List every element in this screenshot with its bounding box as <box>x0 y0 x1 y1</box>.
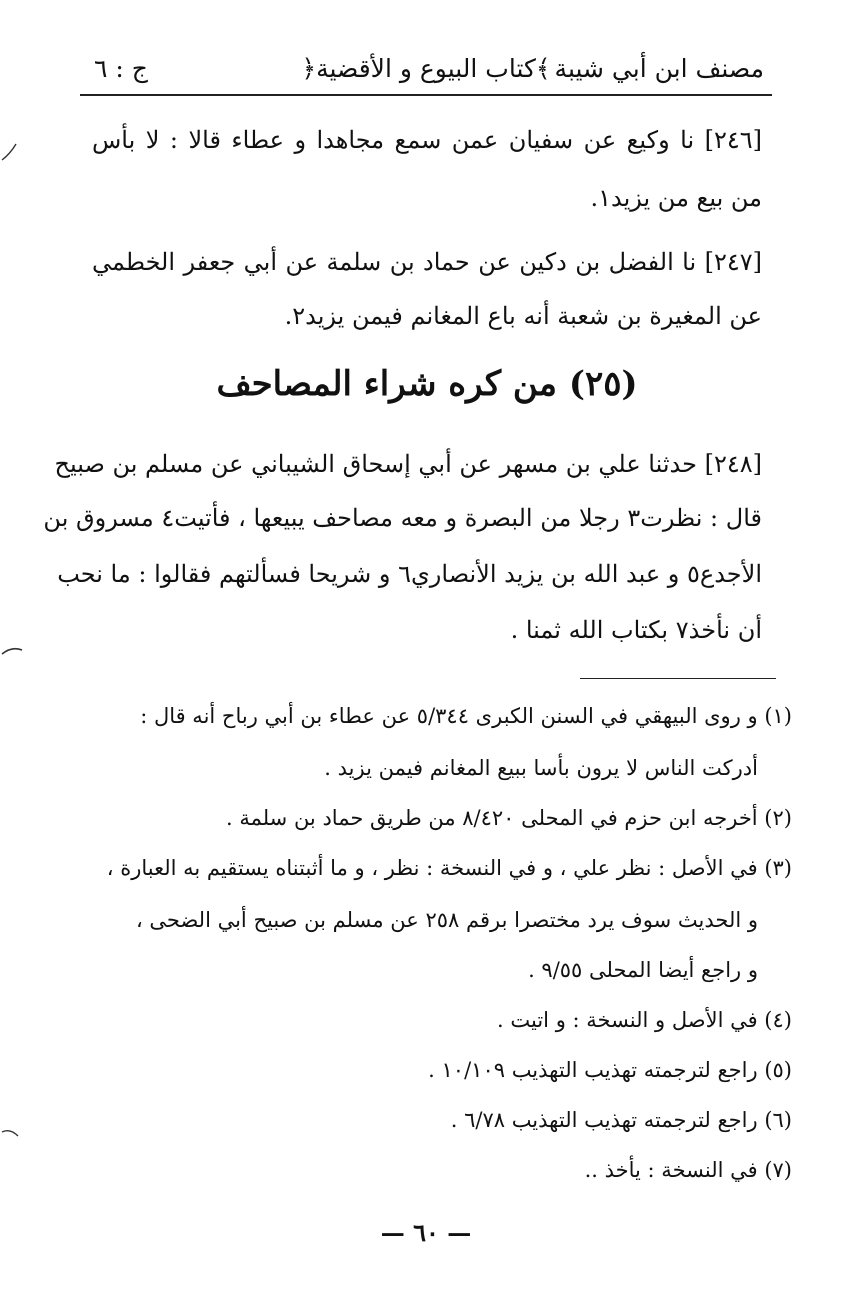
header-volume: ج : ٦ <box>94 54 148 83</box>
margin-mark-icon <box>0 640 26 660</box>
hadith-246-line-1: [٢٤٦] نا وكيع عن سفيان عمن سمع مجاهدا و عطاء قالا : لا بأس <box>92 126 762 154</box>
margin-mark-icon <box>0 140 20 164</box>
hadith-248-line-4: أن نأخذ٧ بكتاب الله ثمنا . <box>510 616 762 644</box>
footnote-3-line-2: و الحديث سوف يرد مختصرا برقم ٢٥٨ عن مسلم بن صبيح أبي الضحى ، <box>135 908 758 932</box>
running-header <box>80 48 772 92</box>
hadith-248-line-2: قال : نظرت٣ رجلا من البصرة و معه مصاحف يبيعها ، فأتيت٤ مسروق بن <box>43 504 762 532</box>
footnote-3-line-1: (٣) في الأصل : نظر علي ، و في النسخة : نظر ، و ما أثبتناه يستقيم به العبارة ، <box>106 856 792 880</box>
footnote-2: (٢) أخرجه ابن حزم في المحلى ٨/٤٢٠ من طريق حماد بن سلمة . <box>225 806 792 830</box>
footnote-6: (٦) راجع لترجمته تهذيب التهذيب ٦/٧٨ . <box>450 1108 792 1132</box>
footnote-3-line-3: و راجع أيضا المحلى ٩/٥٥ . <box>528 958 758 982</box>
hadith-248-line-1: [٢٤٨] حدثنا علي بن مسهر عن أبي إسحاق الشيباني عن مسلم بن صبيح <box>54 450 762 478</box>
footnote-separator <box>580 678 776 679</box>
hadith-247-line-1: [٢٤٧] نا الفضل بن دكين عن حماد بن سلمة عن أبي جعفر الخطمي <box>92 248 762 276</box>
footnote-1-line-2: أدركت الناس لا يرون بأسا ببيع المغانم فيمن يزيد . <box>324 756 758 780</box>
footnote-4: (٤) في الأصل و النسخة : و اتيت . <box>497 1008 792 1032</box>
footnote-5: (٥) راجع لترجمته تهذيب التهذيب ١٠/١٠٩ . <box>428 1058 792 1082</box>
section-heading: (٢٥) من كره شراء المصاحف <box>216 364 638 404</box>
hadith-246-line-2: من بيع من يزيد١. <box>590 184 762 212</box>
header-chapter-title: ﴿كتاب البيوع و الأقضية﴾ <box>301 54 551 83</box>
hadith-247-line-2: عن المغيرة بن شعبة أنه باع المغانم فيمن يزيد٢. <box>284 302 762 330</box>
margin-mark-icon <box>0 1120 24 1144</box>
hadith-248-line-3: الأجدع٥ و عبد الله بن يزيد الأنصاري٦ و شريحا فسألتهم فقالوا : ما نحب <box>57 560 762 588</box>
footnote-7: (٧) في النسخة : يأخذ .. <box>584 1158 792 1182</box>
page-number: — ٦٠ — <box>380 1218 472 1247</box>
header-rule <box>80 94 772 96</box>
header-book-title: مصنف ابن أبي شيبة <box>554 54 764 83</box>
footnote-1-line-1: (١) و روى البيهقي في السنن الكبرى ٥/٣٤٤ عن عطاء بن أبي رباح أنه قال : <box>140 704 792 728</box>
